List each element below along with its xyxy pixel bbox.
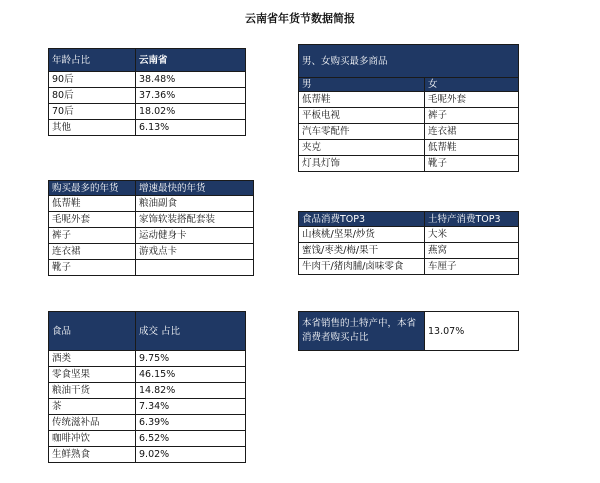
food-category: 零食坚果 bbox=[49, 367, 136, 383]
table-row bbox=[49, 104, 246, 120]
local-top3-item: 车厘子 bbox=[425, 259, 519, 275]
growth-item: 粮油副食 bbox=[136, 196, 254, 212]
top3-table bbox=[298, 211, 519, 275]
food-top3-item: 山核桃/坚果/炒货 bbox=[299, 227, 425, 243]
buy-item: 连衣裙 bbox=[49, 244, 136, 260]
gender-header-female: 女 bbox=[425, 78, 519, 92]
table-row bbox=[299, 259, 519, 275]
table-row bbox=[49, 72, 246, 88]
table-row bbox=[49, 383, 246, 399]
food-share: 14.82% bbox=[136, 383, 246, 399]
food-top3-item: 蜜饯/枣类/梅/果干 bbox=[299, 243, 425, 259]
food-share: 9.75% bbox=[136, 351, 246, 367]
table-row bbox=[49, 367, 246, 383]
table-row bbox=[49, 415, 246, 431]
gender-table bbox=[298, 44, 519, 172]
table-row bbox=[49, 399, 246, 415]
buy-header-fastest: 增速最快的年货 bbox=[136, 181, 254, 196]
buy-item: 毛呢外套 bbox=[49, 212, 136, 228]
table-row bbox=[299, 92, 519, 108]
local-share-label: 本省销售的土特产中，本省消费者购买占比 bbox=[299, 312, 425, 351]
buy-table bbox=[48, 180, 254, 276]
food-table bbox=[48, 311, 246, 463]
age-table bbox=[48, 48, 246, 136]
buy-item: 靴子 bbox=[49, 260, 136, 276]
buy-item: 裤子 bbox=[49, 228, 136, 244]
male-item: 低帮鞋 bbox=[299, 92, 425, 108]
food-share: 7.34% bbox=[136, 399, 246, 415]
food-share: 46.15% bbox=[136, 367, 246, 383]
food-category: 酒类 bbox=[49, 351, 136, 367]
male-item: 平板电视 bbox=[299, 108, 425, 124]
table-header-row bbox=[299, 212, 519, 227]
male-item: 汽车零配件 bbox=[299, 124, 425, 140]
female-item: 靴子 bbox=[425, 156, 519, 172]
food-share: 6.52% bbox=[136, 431, 246, 447]
table-header-row bbox=[49, 181, 254, 196]
age-value: 6.13% bbox=[136, 120, 246, 136]
growth-item: 游戏点卡 bbox=[136, 244, 254, 260]
table-row bbox=[49, 244, 254, 260]
growth-item bbox=[136, 260, 254, 276]
top3-header-food: 食品消费TOP3 bbox=[299, 212, 425, 227]
female-item: 低帮鞋 bbox=[425, 140, 519, 156]
table-row bbox=[49, 351, 246, 367]
table-row bbox=[299, 227, 519, 243]
age-cell: 70后 bbox=[49, 104, 136, 120]
table-row bbox=[299, 243, 519, 259]
growth-item: 家饰软装搭配套装 bbox=[136, 212, 254, 228]
table-row bbox=[49, 88, 246, 104]
food-header-share: 成交 占比 bbox=[136, 312, 246, 351]
food-share: 9.02% bbox=[136, 447, 246, 463]
table-row bbox=[49, 120, 246, 136]
buy-item: 低帮鞋 bbox=[49, 196, 136, 212]
female-item: 裤子 bbox=[425, 108, 519, 124]
table-header-row bbox=[299, 78, 519, 92]
local-top3-item: 燕窝 bbox=[425, 243, 519, 259]
table-row bbox=[299, 124, 519, 140]
local-share-box bbox=[298, 311, 519, 351]
top3-header-local: 土特产消费TOP3 bbox=[425, 212, 519, 227]
food-share: 6.39% bbox=[136, 415, 246, 431]
age-header-label: 年龄占比 bbox=[49, 49, 136, 72]
age-value: 37.36% bbox=[136, 88, 246, 104]
female-item: 连衣裙 bbox=[425, 124, 519, 140]
female-item: 毛呢外套 bbox=[425, 92, 519, 108]
food-category: 传统滋补品 bbox=[49, 415, 136, 431]
growth-item: 运动健身卡 bbox=[136, 228, 254, 244]
food-header-category: 食品 bbox=[49, 312, 136, 351]
table-row bbox=[49, 196, 254, 212]
local-share-value: 13.07% bbox=[425, 312, 519, 351]
table-row bbox=[299, 140, 519, 156]
age-cell: 80后 bbox=[49, 88, 136, 104]
table-row bbox=[49, 447, 246, 463]
food-category: 生鲜熟食 bbox=[49, 447, 136, 463]
table-row bbox=[49, 212, 254, 228]
table-row bbox=[299, 108, 519, 124]
table-row bbox=[49, 260, 254, 276]
buy-header-most: 购买最多的年货 bbox=[49, 181, 136, 196]
age-value: 38.48% bbox=[136, 72, 246, 88]
food-category: 咖啡冲饮 bbox=[49, 431, 136, 447]
table-row bbox=[49, 431, 246, 447]
age-cell: 其他 bbox=[49, 120, 136, 136]
table-header-row bbox=[49, 312, 246, 351]
table-header-row bbox=[49, 49, 246, 72]
table-header-row bbox=[299, 45, 519, 78]
page-title: 云南省年货节数据简报 bbox=[245, 12, 355, 25]
table-row bbox=[299, 156, 519, 172]
male-item: 夹克 bbox=[299, 140, 425, 156]
food-category: 粮油干货 bbox=[49, 383, 136, 399]
local-top3-item: 大米 bbox=[425, 227, 519, 243]
gender-caption: 男、女购买最多商品 bbox=[299, 45, 519, 78]
age-cell: 90后 bbox=[49, 72, 136, 88]
table-row bbox=[49, 228, 254, 244]
food-top3-item: 牛肉干/猪肉脯/卤味零食 bbox=[299, 259, 425, 275]
male-item: 灯具灯饰 bbox=[299, 156, 425, 172]
age-header-region: 云南省 bbox=[136, 49, 246, 72]
age-value: 18.02% bbox=[136, 104, 246, 120]
gender-header-male: 男 bbox=[299, 78, 425, 92]
food-category: 茶 bbox=[49, 399, 136, 415]
